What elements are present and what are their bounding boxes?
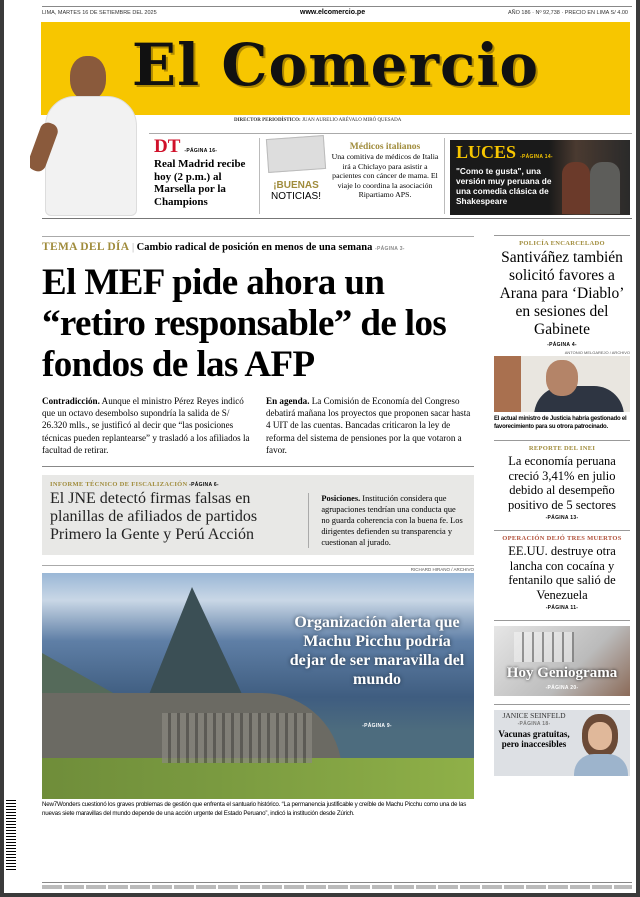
sidebar-kicker: OPERACIÓN DEJÓ TRES MUERTOS bbox=[502, 535, 622, 542]
column-headline: Vacunas gratuitas, pero inaccesibles bbox=[498, 728, 570, 749]
machu-picchu-photo[interactable] bbox=[42, 573, 474, 799]
director-label: DIRECTOR PERIODÍSTICO: bbox=[234, 118, 301, 123]
luces-teaser[interactable] bbox=[450, 140, 630, 215]
sidebar-story-santivanez[interactable] bbox=[494, 240, 630, 348]
footer-rule bbox=[42, 882, 632, 883]
main-kicker: TEMA DEL DÍA bbox=[42, 241, 130, 253]
main-kicker-row: TEMA DEL DÍA | Cambio radical de posición en menos de una semana -PÁGINA 3- bbox=[42, 241, 405, 253]
sidebar-story-eeuu[interactable] bbox=[494, 535, 630, 611]
buenas-title: Médicos italianos bbox=[349, 142, 421, 152]
sidebar-headline: Santiváñez también solicitó favores a Arana para ‘Diablo’ en sesiones del Gabinete bbox=[499, 249, 625, 338]
director-line bbox=[234, 118, 401, 123]
machu-caption: New7Wonders cuestionó los graves problemas de gestión que enfrenta el santuario histórico. “La permanencia justificable y creíble de Machu Picchu como una de las nuevas siete maravillas del mundo depende de una acción urgente del Estado Peruano”, indicó la institución desde Zúrich. bbox=[42, 801, 467, 817]
sidebar-page: -PÁGINA 13- bbox=[545, 515, 579, 521]
dt-section: DT bbox=[154, 136, 181, 157]
main-subkicker: Cambio radical de posición en menos de una semana bbox=[136, 242, 373, 253]
sidebar-kicker: POLICÍA ENCARCELADO bbox=[519, 240, 605, 247]
jne-story[interactable] bbox=[42, 475, 474, 555]
columnist-page: -PÁGINA 18- bbox=[517, 720, 551, 727]
luces-text: "Como te gusta", una versión muy peruana de una comedia clásica de Shakespeare bbox=[456, 166, 552, 206]
sidebar-photo-credit: ANTONIO MELGAREJO / ARCHIVO bbox=[564, 350, 630, 355]
main-col-2 bbox=[266, 395, 474, 456]
sidebar-page: -PÁGINA 11- bbox=[545, 605, 579, 611]
sidebar-kicker: REPORTE DEL INEI bbox=[528, 445, 596, 452]
jne-page: -PÁGINA 6- bbox=[189, 482, 219, 489]
barcode bbox=[6, 800, 16, 870]
sidebar-headline: EE.UU. destruye otra lancha con cocaína y fentanilo que salió de Venezuela bbox=[508, 544, 616, 602]
buenas-noticias-label bbox=[266, 180, 326, 202]
machu-headline: Organización alerta que Machu Picchu podría dejar de ser maravilla del mundo bbox=[289, 614, 465, 689]
imprint-line bbox=[42, 885, 632, 889]
buenas-text: Una comitiva de médicos de Italia irá a Chiclayo para asistir a pacientes con cáncer de mama. El viaje lo coordina la asociación Ripartiamo APS. bbox=[331, 152, 439, 200]
machu-credit: RICHARD HIRANO / ARCHIVO bbox=[410, 567, 474, 573]
geniograma-promo[interactable] bbox=[494, 626, 630, 696]
jne-headline: El JNE detectó firmas falsas en planillas de afiliados de partidos Primero la Gente y Perú Acción bbox=[50, 490, 258, 544]
santivanez-photo bbox=[494, 356, 630, 412]
dt-teaser[interactable] bbox=[154, 136, 256, 208]
dateline: LIMA, MARTES 16 DE SETIEMBRE DEL 2025 bbox=[42, 10, 157, 16]
website[interactable]: www.elcomercio.pe bbox=[300, 9, 366, 16]
top-rule bbox=[42, 6, 632, 7]
geniograma-title: Hoy Geniograma bbox=[506, 665, 618, 681]
player-photo bbox=[30, 52, 154, 218]
dt-headline: Real Madrid recibe hoy (2 p.m.) al Marsella por la Champions bbox=[154, 158, 246, 208]
jne-lead: Posiciones. bbox=[321, 494, 361, 504]
santivanez-caption: El actual ministro de Justicia habría gestionado el favorecimiento para su otrora patrocinado. bbox=[494, 416, 627, 430]
luces-page: -PÁGINA 14- bbox=[520, 154, 553, 160]
col2-text: La Comisión de Economía del Congreso debatirá mañana los proyectos que proponen sacar hasta 4 UIT de las cuentas. Bancadas criticaron la ley de reforma del sistema de pensiones por la que votaron a favor. bbox=[266, 396, 471, 455]
dt-page: -PÁGINA 16- bbox=[184, 148, 218, 154]
buenas-teaser[interactable] bbox=[330, 142, 440, 200]
columnist-name: JANICE SEINFELD bbox=[502, 711, 566, 720]
buenas-label-1: ¡BUENAS bbox=[273, 180, 319, 191]
sidebar-story-inei[interactable] bbox=[494, 445, 630, 521]
col1-lead: Contradicción. bbox=[42, 396, 100, 406]
main-columns bbox=[42, 395, 474, 456]
sidebar-page: -PÁGINA 4- bbox=[547, 342, 577, 348]
sidebar bbox=[494, 235, 630, 776]
luces-section: LUCES bbox=[456, 142, 517, 162]
col1-text: Aunque el ministro Pérez Reyes indicó que un octavo desembolso supondría la salida de S/ 26.320 mlls., se justificó al decir que “las posiciones técnicas pueden replantearse” y trasladó a los afiliados la facultad de retirar. bbox=[42, 396, 250, 455]
main-page: -PÁGINA 3- bbox=[374, 246, 405, 252]
sidebar-headline: La economía peruana creció 3,41% en julio debido al desempeño positivo de 5 sectores bbox=[508, 454, 616, 512]
main-col-1 bbox=[42, 395, 254, 456]
buenas-label-2: NOTICIAS! bbox=[270, 191, 321, 202]
front-page bbox=[4, 0, 636, 893]
edition-info: AÑO 186 · Nº 92,738 · PRECIO EN LIMA S/ 4.00 bbox=[507, 10, 628, 16]
col2-lead: En agenda. bbox=[266, 396, 310, 406]
jne-summary bbox=[321, 493, 466, 548]
director-name: JUAN AURELIO ARÉVALO MIRÓ QUESADA bbox=[301, 118, 402, 123]
machu-page: -PÁGINA 9- bbox=[362, 723, 392, 730]
columnist-box[interactable] bbox=[494, 710, 630, 776]
jne-kicker: INFORME TÉCNICO DE FISCALIZACIÓN bbox=[50, 481, 188, 489]
newspaper-icon bbox=[266, 135, 326, 173]
left-column bbox=[42, 236, 474, 818]
geniograma-page: -PÁGINA 20- bbox=[545, 685, 579, 691]
jne-text: Institución considera que agrupaciones tendrían una conducta que no guarda coherencia con la buena fe. Los dirigentes defienden su transparencia y cuestionan al jurado. bbox=[321, 494, 463, 548]
logo: El Comercio bbox=[131, 31, 540, 99]
main-headline[interactable]: El MEF pide ahora un “retiro responsable” de los fondos de las AFP bbox=[42, 262, 447, 385]
